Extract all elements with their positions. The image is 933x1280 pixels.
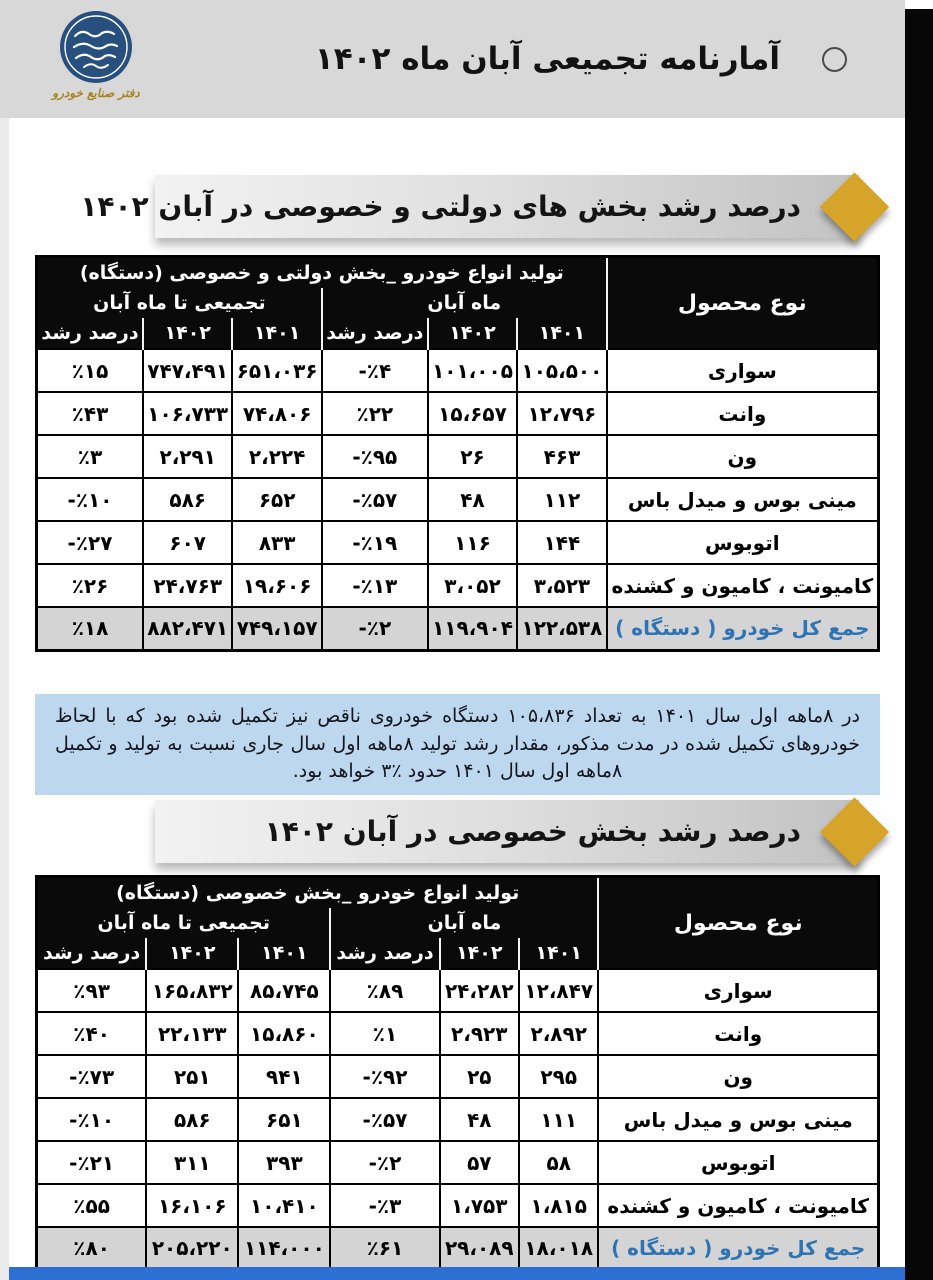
value-cell: ۸۸۲،۴۷۱ — [143, 607, 232, 650]
value-cell: ۲۵۱ — [146, 1055, 238, 1098]
production-table-public-private — [35, 255, 880, 652]
note-text: در ۸ماهه اول سال ۱۴۰۱ به تعداد ۱۰۵،۸۳۶ دستگاه خودروی ناقص نیز تکمیل شده بود که با لحاظ خودروهای تکمیل شده در مدت مذکور، مقدار رشد تولید ۸ماهه اول سال جاری نسبت به تولید و تکمیل ۸ماهه اول سال ۱۴۰۱ حدود ٪۳ خواهد بود. — [55, 705, 861, 783]
value-cell: ۷۴۹،۱۵۷ — [232, 607, 321, 650]
year-1402-header: ۱۴۰۲ — [143, 318, 232, 349]
table-title: تولید انواع خودرو _بخش خصوصی (دستگاه) — [37, 877, 599, 909]
value-cell: ۴۶۳ — [517, 435, 606, 478]
value-cell: ۷۴۷،۴۹۱ — [143, 349, 232, 392]
total-label: جمع کل خودرو ( دستگاه ) — [607, 607, 879, 650]
value-cell: -٪۳ — [330, 1184, 439, 1227]
table-row — [37, 1098, 879, 1141]
value-cell: -٪۲ — [322, 607, 428, 650]
value-cell: -٪۷۳ — [37, 1055, 147, 1098]
value-cell: ٪۸۹ — [330, 969, 439, 1012]
gold-diamond-icon — [820, 172, 889, 241]
value-cell: ۱۰۶،۷۳۳ — [143, 392, 232, 435]
table-row — [37, 1055, 879, 1098]
product-cell: اتوبوس — [598, 1141, 878, 1184]
table-row — [37, 1184, 879, 1227]
table-header-row — [37, 877, 879, 909]
value-cell: ۲۴،۷۶۳ — [143, 564, 232, 607]
product-cell: اتوبوس — [607, 521, 879, 564]
value-cell: ۱۸،۰۱۸ — [519, 1227, 598, 1270]
value-cell: ۱۶۵،۸۳۲ — [146, 969, 238, 1012]
total-row — [37, 607, 879, 650]
value-cell: ۱،۸۱۵ — [519, 1184, 598, 1227]
year-1401-header: ۱۴۰۱ — [517, 318, 606, 349]
table-header-row — [37, 257, 879, 289]
value-cell: -٪۹۵ — [322, 435, 428, 478]
growth-header: درصد رشد — [322, 318, 428, 349]
year-1401-header: ۱۴۰۱ — [232, 318, 321, 349]
product-type-header: نوع محصول — [607, 257, 879, 350]
value-cell: ۱۲،۷۹۶ — [517, 392, 606, 435]
value-cell: ۸۳۳ — [232, 521, 321, 564]
year-1401-header: ۱۴۰۱ — [238, 938, 330, 969]
value-cell: ۱۹،۶۰۶ — [232, 564, 321, 607]
value-cell: ۱،۷۵۳ — [440, 1184, 519, 1227]
value-cell: ٪۶۱ — [330, 1227, 439, 1270]
product-cell: سواری — [607, 349, 879, 392]
value-cell: ۱۱۲ — [517, 478, 606, 521]
value-cell: ۳،۰۵۲ — [428, 564, 517, 607]
value-cell: ۱۱۱ — [519, 1098, 598, 1141]
product-cell: کامیونت ، کامیون و کشنده — [607, 564, 879, 607]
value-cell: ۹۴۱ — [238, 1055, 330, 1098]
value-cell: -٪۲۱ — [37, 1141, 147, 1184]
value-cell: ۱۲،۸۴۷ — [519, 969, 598, 1012]
table-row — [37, 1012, 879, 1055]
value-cell: ٪۳ — [37, 435, 144, 478]
value-cell: ۱۱۹،۹۰۴ — [428, 607, 517, 650]
product-type-header: نوع محصول — [598, 877, 878, 970]
value-cell: ۲،۲۹۱ — [143, 435, 232, 478]
logo-circle-icon — [59, 10, 133, 84]
value-cell: ٪۴۳ — [37, 392, 144, 435]
value-cell: -٪۵۷ — [330, 1098, 439, 1141]
value-cell: ۸۵،۷۴۵ — [238, 969, 330, 1012]
value-cell: ۱۲۲،۵۳۸ — [517, 607, 606, 650]
value-cell: ۱۱۶ — [428, 521, 517, 564]
value-cell: ۱۱۴،۰۰۰ — [238, 1227, 330, 1270]
value-cell: ۶۵۱ — [238, 1098, 330, 1141]
table-row — [37, 435, 879, 478]
month-group-header: ماه آبان — [330, 908, 598, 938]
value-cell: ۶۵۱،۰۳۶ — [232, 349, 321, 392]
value-cell: ۳۹۳ — [238, 1141, 330, 1184]
month-group-header: ماه آبان — [322, 288, 607, 318]
section-heading-bar-private — [155, 800, 859, 863]
product-cell: وانت — [598, 1012, 878, 1055]
value-cell: ٪۹۳ — [37, 969, 147, 1012]
section-heading: درصد رشد بخش خصوصی در آبان ۱۴۰۲ — [264, 815, 801, 848]
product-cell: وانت — [607, 392, 879, 435]
value-cell: ۲۰۵،۲۲۰ — [146, 1227, 238, 1270]
table-row — [37, 1141, 879, 1184]
value-cell: ۲۲،۱۳۳ — [146, 1012, 238, 1055]
value-cell: ٪۵۵ — [37, 1184, 147, 1227]
value-cell: ۱۵،۶۵۷ — [428, 392, 517, 435]
value-cell: ۱۵،۸۶۰ — [238, 1012, 330, 1055]
value-cell: ٪۱ — [330, 1012, 439, 1055]
gold-diamond-icon — [820, 797, 889, 866]
value-cell: ٪۴۰ — [37, 1012, 147, 1055]
total-label: جمع کل خودرو ( دستگاه ) — [598, 1227, 878, 1270]
note-box — [35, 694, 880, 795]
value-cell: ۲۹،۰۸۹ — [440, 1227, 519, 1270]
value-cell: ٪۲۶ — [37, 564, 144, 607]
value-cell: ۵۷ — [440, 1141, 519, 1184]
product-cell: سواری — [598, 969, 878, 1012]
value-cell: ۵۸۶ — [146, 1098, 238, 1141]
value-cell: ۴۸ — [440, 1098, 519, 1141]
value-cell: ۷۴،۸۰۶ — [232, 392, 321, 435]
cumulative-group-header: تجمیعی تا ماه آبان — [37, 288, 322, 318]
value-cell: ۲۶ — [428, 435, 517, 478]
value-cell: ۵۸ — [519, 1141, 598, 1184]
production-table-private — [35, 875, 880, 1272]
product-cell: کامیونت ، کامیون و کشنده — [598, 1184, 878, 1227]
value-cell: ۳،۵۲۳ — [517, 564, 606, 607]
right-edge-bar — [905, 9, 933, 1280]
section-heading: درصد رشد بخش های دولتی و خصوصی در آبان ۱۴۰۲ — [80, 190, 801, 223]
value-cell: ۵۸۶ — [143, 478, 232, 521]
logo-caption: دفتر صنایع خودرو — [52, 86, 140, 100]
value-cell: ۴۸ — [428, 478, 517, 521]
product-cell: مینی بوس و میدل باس — [598, 1098, 878, 1141]
value-cell: ۱۰۱،۰۰۵ — [428, 349, 517, 392]
value-cell: -٪۱۹ — [322, 521, 428, 564]
value-cell: -٪۵۷ — [322, 478, 428, 521]
bottom-accent-bar — [0, 1267, 905, 1280]
value-cell: -٪۲۷ — [37, 521, 144, 564]
value-cell: -٪۱۰ — [37, 478, 144, 521]
product-cell: مینی بوس و میدل باس — [607, 478, 879, 521]
app-header — [0, 0, 905, 118]
value-cell: ۶۰۷ — [143, 521, 232, 564]
value-cell: ۲۹۵ — [519, 1055, 598, 1098]
section-heading-bar-public-private — [80, 175, 859, 238]
table-row — [37, 349, 879, 392]
value-cell: -٪۲ — [330, 1141, 439, 1184]
left-edge-strip — [0, 118, 9, 1280]
value-cell: ۱۶،۱۰۶ — [146, 1184, 238, 1227]
table-title: تولید انواع خودرو _بخش دولتی و خصوصی (دستگاه) — [37, 257, 607, 289]
product-cell: ون — [598, 1055, 878, 1098]
year-1402-header: ۱۴۰۲ — [146, 938, 238, 969]
value-cell: ٪۱۵ — [37, 349, 144, 392]
growth-header: درصد رشد — [37, 318, 144, 349]
value-cell: ۲،۸۹۲ — [519, 1012, 598, 1055]
year-1402-header: ۱۴۰۲ — [440, 938, 519, 969]
value-cell: ۱۰۵،۵۰۰ — [517, 349, 606, 392]
value-cell: ٪۸۰ — [37, 1227, 147, 1270]
value-cell: ۱۰،۴۱۰ — [238, 1184, 330, 1227]
value-cell: ۶۵۲ — [232, 478, 321, 521]
value-cell: -٪۱۰ — [37, 1098, 147, 1141]
value-cell: -٪۱۳ — [322, 564, 428, 607]
value-cell: ۳۱۱ — [146, 1141, 238, 1184]
table-row — [37, 969, 879, 1012]
value-cell: -٪۴ — [322, 349, 428, 392]
value-cell: ۲۵ — [440, 1055, 519, 1098]
product-cell: ون — [607, 435, 879, 478]
value-cell: ۲۴،۲۸۲ — [440, 969, 519, 1012]
table-row — [37, 521, 879, 564]
year-1402-header: ۱۴۰۲ — [428, 318, 517, 349]
growth-header: درصد رشد — [37, 938, 147, 969]
year-1401-header: ۱۴۰۱ — [519, 938, 598, 969]
growth-header: درصد رشد — [330, 938, 439, 969]
value-cell: ٪۲۲ — [322, 392, 428, 435]
table-row — [37, 564, 879, 607]
value-cell: ۲،۲۲۴ — [232, 435, 321, 478]
table-row — [37, 392, 879, 435]
value-cell: ٪۱۸ — [37, 607, 144, 650]
value-cell: ۱۴۴ — [517, 521, 606, 564]
cumulative-group-header: تجمیعی تا ماه آبان — [37, 908, 331, 938]
total-row — [37, 1227, 879, 1270]
table-row — [37, 478, 879, 521]
value-cell: -٪۹۲ — [330, 1055, 439, 1098]
header-title-row — [315, 0, 847, 118]
value-cell: ۲،۹۲۳ — [440, 1012, 519, 1055]
page-title: آمارنامه تجمیعی آبان ماه ۱۴۰۲ — [314, 41, 780, 77]
title-bullet-circle-icon — [822, 47, 847, 72]
ministry-logo — [46, 10, 146, 100]
